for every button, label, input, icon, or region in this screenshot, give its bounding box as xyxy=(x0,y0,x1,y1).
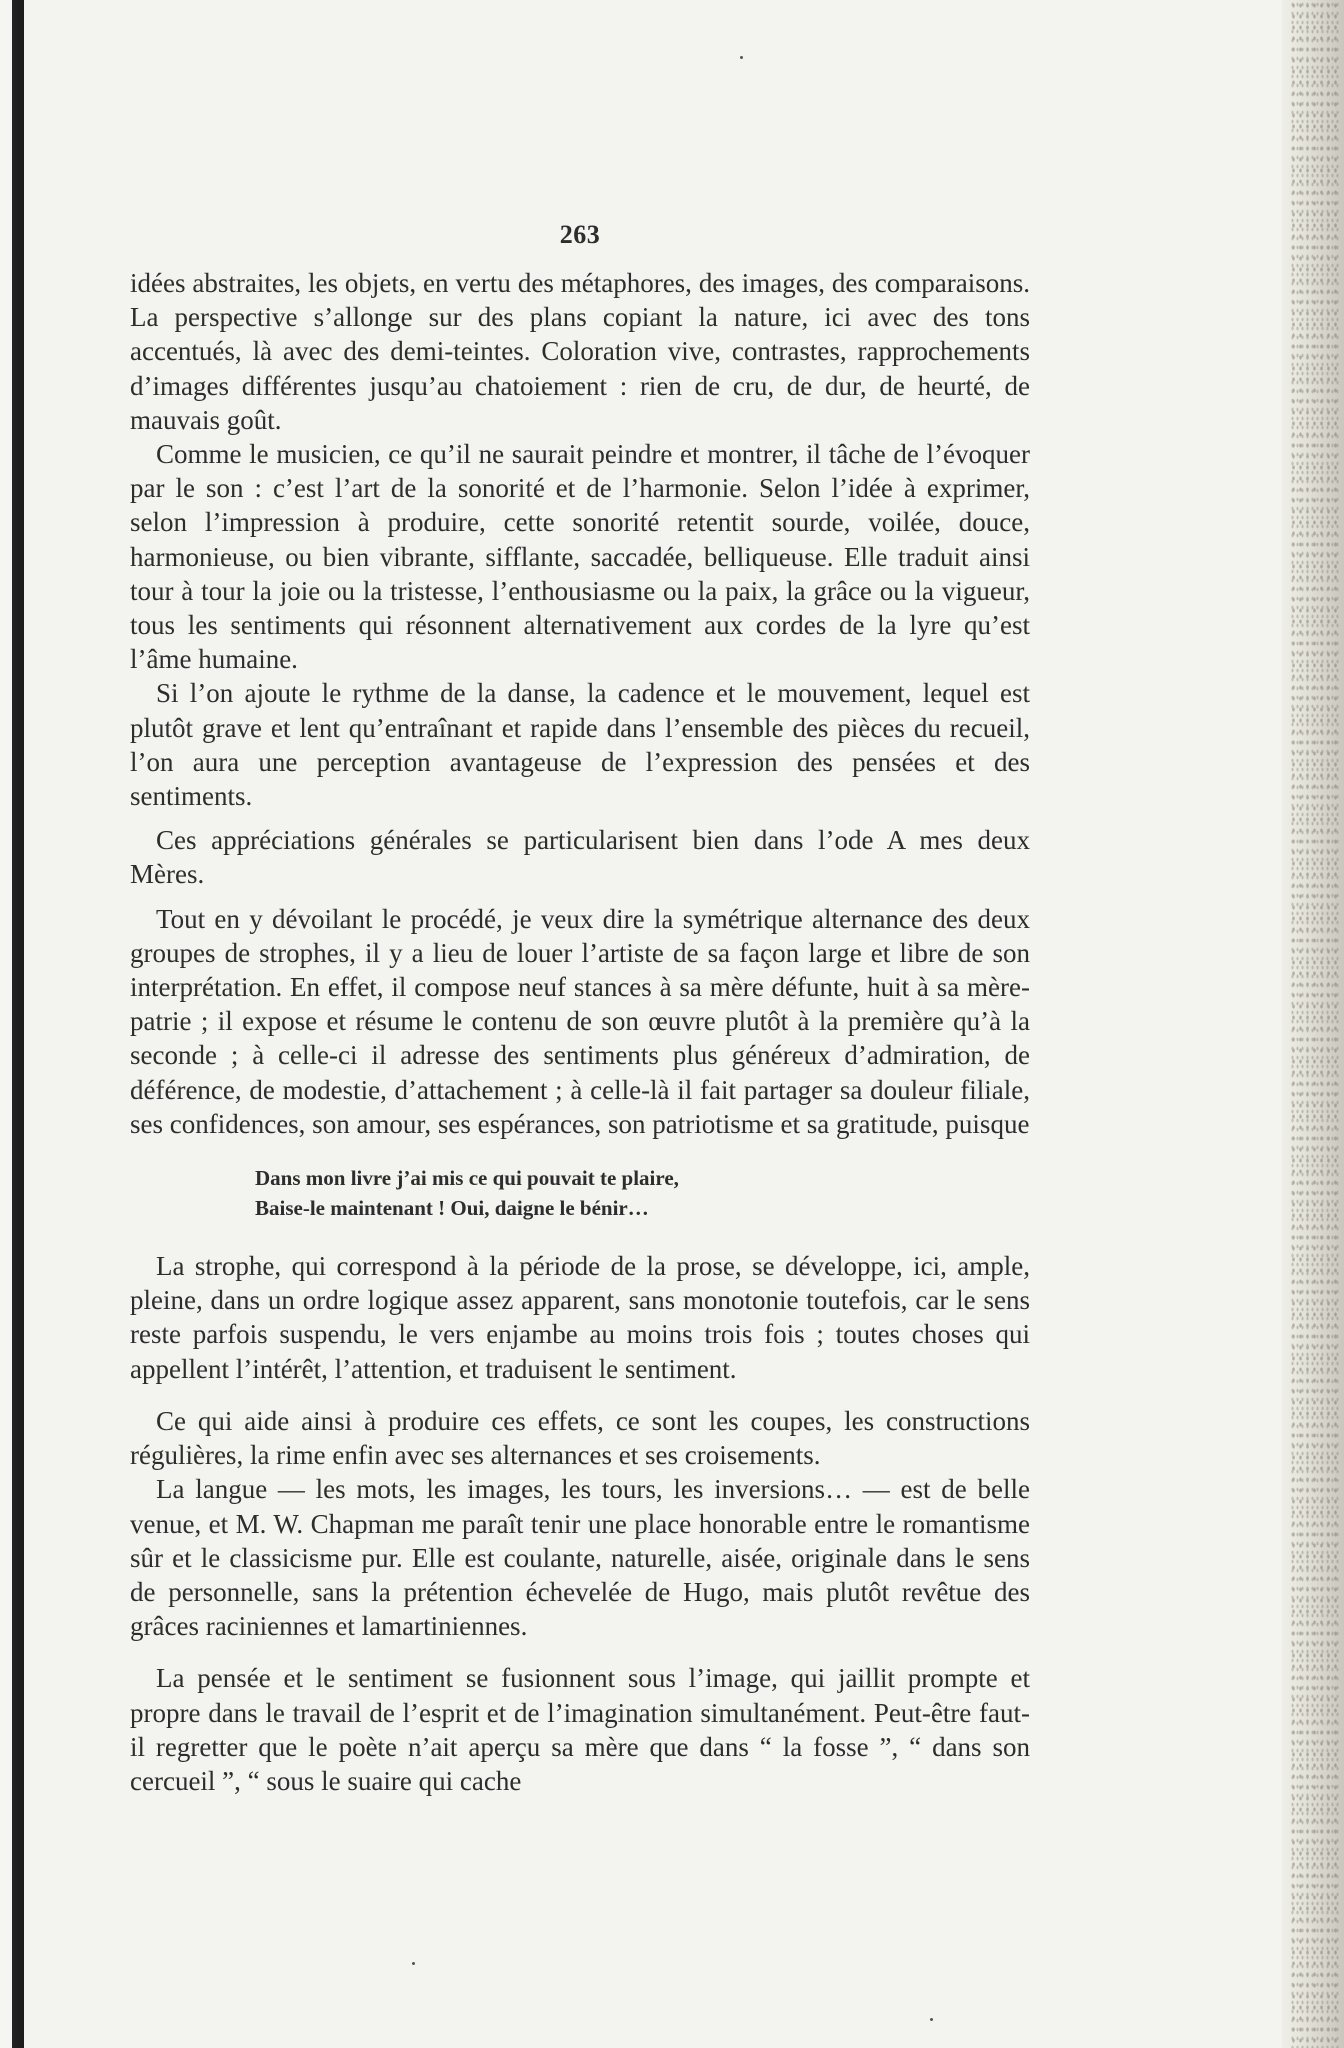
paragraph-4: Ces appréciations générales se particularisent bien dans l’ode A mes deux Mères. xyxy=(130,825,1030,890)
paragraph-2: Comme le musicien, ce qu’il ne saurait peindre et montrer, il tâche de l’évoquer par le son : c’est l’art de la sonorité et de l’harmonie. Selon l’idée à exprimer, selon l’impression à produire, cette sonorité retentit sourde, voilée, douce, harmonieuse, ou bien vibrante, sifflante, saccadée, belliqueuse. Elle traduit ainsi tour à tour la joie ou la tristesse, l’enthousiasme ou la paix, la grâce ou la vigueur, tous les sentiments qui résonnent alternativement aux cordes de la lyre qu’est l’âme humaine. xyxy=(130,439,1030,675)
paragraph-6: La strophe, qui correspond à la période de la prose, se développe, ici, ample, pleine, dans un ordre logique assez apparent, sans monotonie toutefois, car le sens reste parfois suspendu, le vers enjambe au moins trois fois ; toutes choses qui appellent l’intérêt, l’attention, et traduisent le sentiment. xyxy=(130,1251,1030,1384)
paragraph-3: Si l’on ajoute le rythme de la danse, la cadence et le mouvement, lequel est plutôt grave et lent qu’entraînant et rapide dans l’ensemble des pièces du recueil, l’on aura une perception avantageuse de l’expression des pensées et des sentiments. xyxy=(130,678,1030,812)
right-page-edge xyxy=(1282,0,1344,2048)
speck xyxy=(930,2018,933,2021)
verse-quote xyxy=(255,1163,1030,1223)
speck xyxy=(412,1962,415,1965)
paragraph-5: Tout en y dévoilant le procédé, je veux dire la symétrique alternance des deux groupes de strophes, il y a lieu de louer l’artiste de sa façon large et libre de son interprétation. En effet, il compose neuf stances à sa mère défunte, huit à sa mère-patrie ; il expose et résume le contenu de son œuvre plutôt à la première qu’à la seconde ; à celle-ci il adresse des sentiments plus généreux d’admiration, de déférence, de modestie, d’attachement ; à celle-là il fait partager sa douleur filiale, ses confidences, son amour, ses espérances, son patriotisme et sa gratitude, puisque xyxy=(130,903,1030,1139)
page-content xyxy=(130,220,1030,1798)
page-number: 263 xyxy=(559,220,601,249)
paragraph-9: La pensée et le sentiment se fusionnent sous l’image, qui jaillit prompte et propre dans le travail de l’esprit et de l’imagination simultanément. Peut-être faut-il regretter que le poète n’ait aperçu sa mère que dans “ la fosse ”, “ dans son cercueil ”, “ sous le suaire qui cache xyxy=(130,1663,1030,1796)
paragraph-8: La langue — les mots, les images, les tours, les inversions… — est de belle venue, et M. W. Chapman me paraît tenir une place honorable entre le romantisme sûr et le classicisme pur. Elle est coulante, naturelle, aisée, originale dans le sens de personnelle, sans la prétention échevelée de Hugo, mais plutôt revêtue des grâces raciniennes et lamartiniennes. xyxy=(130,1474,1030,1642)
paragraph-1: idées abstraites, les objets, en vertu des métaphores, des images, des comparaisons. La perspective s’allonge sur des plans copiant la nature, ici avec des tons accentués, là avec des demi-teintes. Coloration vive, contrastes, rapprochements d’images différentes jusqu’au chatoiement : rien de cru, de dur, de heurté, de mauvais goût. xyxy=(130,268,1030,435)
left-page-edge xyxy=(0,0,24,2048)
verse-line-2: Baise-le maintenant ! Oui, daigne le bénir… xyxy=(255,1196,649,1221)
speck xyxy=(740,56,743,59)
paragraph-7: Ce qui aide ainsi à produire ces effets, ce sont les coupes, les constructions régulières, la rime enfin avec ses alternances et ses croisements. xyxy=(130,1405,1030,1471)
verse-line-1: Dans mon livre j’ai mis ce qui pouvait te plaire, xyxy=(255,1166,679,1191)
